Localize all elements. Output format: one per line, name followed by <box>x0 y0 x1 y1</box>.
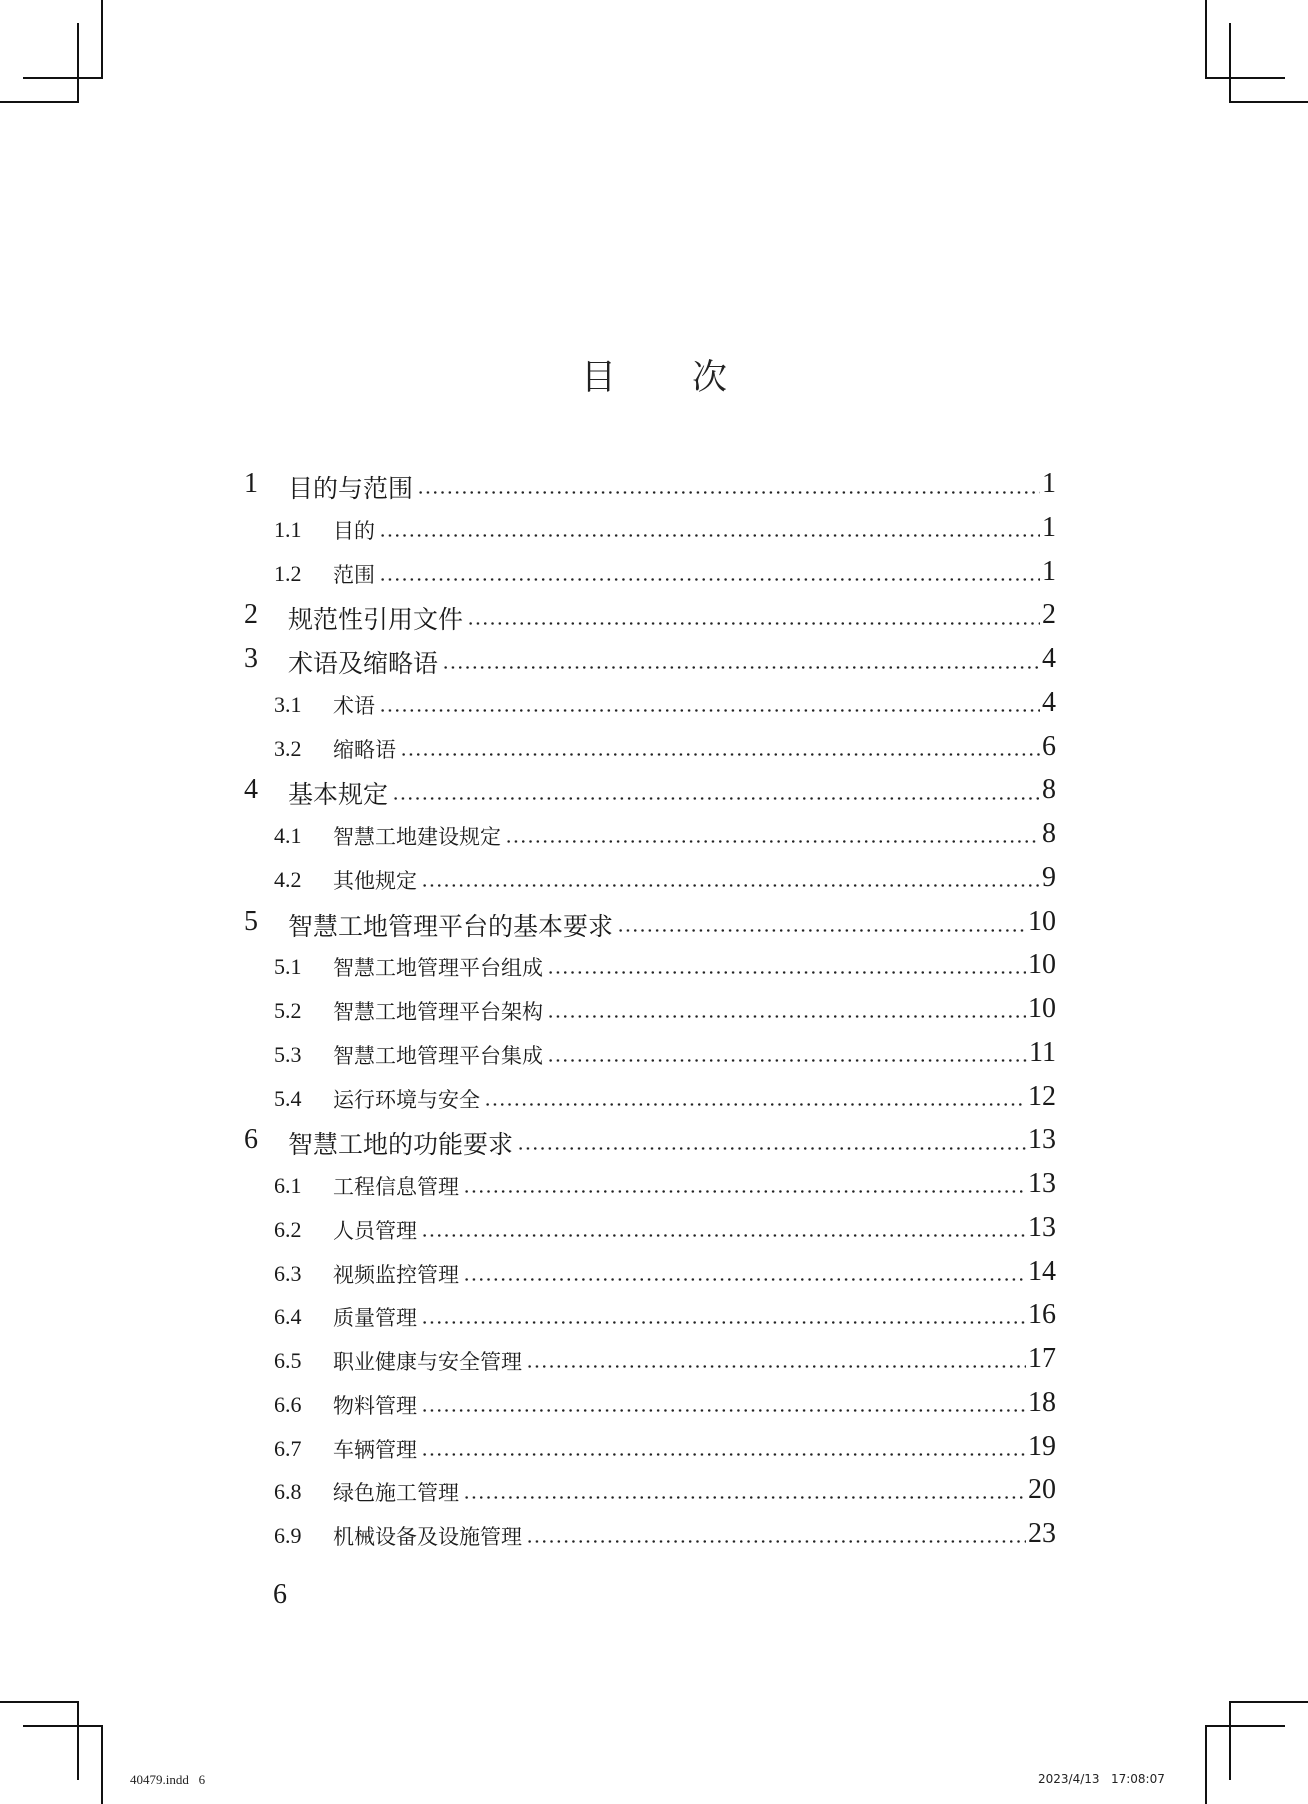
toc-entry-title: 运行环境与安全 <box>333 1084 484 1114</box>
toc-entry-page: 11 <box>1029 1036 1056 1068</box>
toc-dot-leader <box>526 1540 1026 1543</box>
toc-entry-title: 智慧工地管理平台的基本要求 <box>288 907 617 943</box>
slug-timestamp: 2023/4/13 17:08:07 <box>1038 1772 1165 1786</box>
toc-entry-title: 人员管理 <box>333 1215 421 1245</box>
toc-entry-page: 8 <box>1042 818 1056 849</box>
crop-mark-bottom-right <box>1229 1701 1231 1780</box>
toc-entry-page: 8 <box>1042 774 1056 806</box>
toc-dot-leader <box>505 840 1040 843</box>
toc-entry[interactable] <box>0 1166 1308 1202</box>
crop-mark-top-right <box>1205 77 1285 79</box>
toc-entry[interactable] <box>0 466 1308 502</box>
crop-mark-top-left <box>23 77 103 79</box>
toc-entry-title: 范围 <box>333 559 379 589</box>
toc-entry-number: 1 <box>244 468 258 499</box>
toc-entry-number: 6.9 <box>274 1523 302 1548</box>
toc-dot-leader <box>421 1453 1026 1456</box>
toc-entry-title: 绿色施工管理 <box>333 1477 463 1507</box>
toc-dot-leader <box>417 491 1040 494</box>
toc-entry-page: 19 <box>1028 1430 1056 1462</box>
toc-dot-leader <box>617 929 1026 932</box>
crop-mark-top-right <box>1229 23 1231 103</box>
toc-entry-page: 9 <box>1042 861 1056 893</box>
toc-entry-number: 5.2 <box>274 998 302 1023</box>
toc-entry[interactable] <box>0 729 1308 765</box>
toc-entry[interactable] <box>0 1297 1308 1333</box>
toc-entry[interactable] <box>0 1385 1308 1421</box>
toc-dot-leader <box>379 709 1040 712</box>
toc-entry-page: 23 <box>1028 1518 1056 1549</box>
toc-entry-number: 6.6 <box>274 1391 302 1417</box>
toc-dot-leader <box>547 971 1026 974</box>
toc-entry-title: 物料管理 <box>333 1390 421 1420</box>
toc-dot-leader <box>421 1409 1026 1412</box>
toc-entry-number: 6.1 <box>274 1173 302 1198</box>
crop-mark-bottom-left <box>77 1701 79 1780</box>
toc-entry-page: 10 <box>1028 993 1056 1024</box>
toc-entry[interactable] <box>0 1035 1308 1071</box>
toc-entry-title: 其他规定 <box>333 865 421 895</box>
toc-entry[interactable] <box>0 597 1308 633</box>
toc-entry-title: 术语 <box>333 690 379 720</box>
toc-entry-page: 14 <box>1028 1255 1056 1287</box>
toc-entry-title: 目的 <box>333 515 379 545</box>
toc-entry-page: 13 <box>1028 1211 1056 1243</box>
toc-entry-page: 1 <box>1042 511 1056 543</box>
toc-entry-number: 1.1 <box>274 516 302 542</box>
toc-entry-number: 3.1 <box>274 691 302 717</box>
toc-entry-title: 基本规定 <box>288 775 392 811</box>
toc-entry-number: 6.5 <box>274 1348 302 1373</box>
toc-dot-leader <box>547 1059 1027 1062</box>
toc-entry-title: 术语及缩略语 <box>288 644 442 680</box>
toc-entry-page: 16 <box>1028 1299 1056 1331</box>
toc-entry-number: 3.2 <box>274 735 302 761</box>
toc-entry[interactable] <box>0 904 1308 940</box>
toc-entry-number: 3 <box>244 643 258 674</box>
toc-entry-page: 20 <box>1028 1474 1056 1506</box>
toc-entry[interactable] <box>0 685 1308 721</box>
toc-dot-leader <box>467 622 1040 625</box>
toc-entry[interactable] <box>0 510 1308 546</box>
toc-entry-title: 智慧工地管理平台集成 <box>333 1040 547 1070</box>
toc-entry-page: 10 <box>1028 905 1056 937</box>
toc-dot-leader <box>463 1278 1026 1281</box>
crop-mark-top-right <box>1205 0 1207 79</box>
toc-dot-leader <box>421 884 1040 887</box>
toc-dot-leader <box>526 1365 1026 1368</box>
toc-entry-title: 车辆管理 <box>333 1434 421 1464</box>
toc-dot-leader <box>484 1103 1026 1106</box>
toc-dot-leader <box>400 753 1040 756</box>
toc-entry[interactable] <box>0 1472 1308 1508</box>
toc-entry[interactable] <box>0 860 1308 896</box>
toc-entry-number: 5.1 <box>274 954 302 980</box>
toc-entry-page: 18 <box>1028 1386 1056 1418</box>
toc-entry-title: 缩略语 <box>333 734 400 764</box>
toc-entry[interactable] <box>0 991 1308 1027</box>
toc-entry-title: 智慧工地的功能要求 <box>288 1125 517 1161</box>
toc-entry-page: 4 <box>1042 643 1056 674</box>
toc-entry-number: 1.2 <box>274 560 302 586</box>
slug-filename: 40479.indd 6 <box>130 1772 206 1787</box>
toc-entry-page: 13 <box>1028 1124 1056 1156</box>
crop-mark-bottom-right <box>1205 1725 1207 1804</box>
toc-entry-number: 6.3 <box>274 1260 302 1286</box>
toc-entry-number: 4.1 <box>274 823 302 848</box>
page-title-char: 目 <box>580 358 616 398</box>
toc-entry-title: 目的与范围 <box>288 469 417 505</box>
toc-entry-page: 2 <box>1042 599 1056 631</box>
crop-mark-bottom-left <box>23 1725 103 1727</box>
toc-entry[interactable] <box>0 1210 1308 1246</box>
toc-entry-page: 13 <box>1028 1168 1056 1199</box>
toc-entry-number: 5.4 <box>274 1085 302 1111</box>
toc-entry[interactable] <box>0 1341 1308 1377</box>
toc-entry-title: 工程信息管理 <box>333 1171 463 1201</box>
toc-dot-leader <box>517 1147 1026 1150</box>
toc-dot-leader <box>392 797 1040 800</box>
toc-dot-leader <box>547 1015 1026 1018</box>
toc-entry-number: 6.4 <box>274 1304 302 1330</box>
crop-mark-bottom-left <box>101 1725 103 1804</box>
toc-entry-page: 4 <box>1042 686 1056 718</box>
toc-entry-number: 6.2 <box>274 1216 302 1242</box>
toc-dot-leader <box>421 1321 1026 1324</box>
toc-entry-page: 12 <box>1028 1080 1056 1112</box>
toc-dot-leader <box>463 1496 1026 1499</box>
toc-entry[interactable] <box>0 816 1308 852</box>
toc-entry-title: 规范性引用文件 <box>288 600 467 636</box>
toc-entry-title: 视频监控管理 <box>333 1259 463 1289</box>
toc-entry-title: 智慧工地管理平台架构 <box>333 996 547 1026</box>
toc-entry-title: 智慧工地管理平台组成 <box>333 952 547 982</box>
toc-entry-number: 6 <box>244 1124 258 1156</box>
crop-mark-top-left <box>101 0 103 79</box>
crop-mark-top-right <box>1229 101 1308 103</box>
toc-entry-title: 机械设备及设施管理 <box>333 1521 526 1551</box>
toc-entry-page: 10 <box>1028 949 1056 981</box>
toc-entry-number: 2 <box>244 599 258 631</box>
toc-entry-title: 职业健康与安全管理 <box>333 1346 526 1376</box>
page-title-char: 次 <box>692 358 728 398</box>
toc-entry[interactable] <box>0 772 1308 808</box>
toc-entry[interactable] <box>0 1079 1308 1115</box>
toc-entry-title: 质量管理 <box>333 1302 421 1332</box>
toc-dot-leader <box>442 666 1040 669</box>
toc-entry-page: 17 <box>1028 1343 1056 1374</box>
toc-entry-number: 5 <box>244 905 258 937</box>
toc-dot-leader <box>379 534 1040 537</box>
crop-mark-top-left <box>77 23 79 103</box>
toc-entry-page: 1 <box>1042 555 1056 587</box>
toc-entry[interactable] <box>0 1122 1308 1158</box>
toc-entry[interactable] <box>0 1254 1308 1290</box>
toc-entry[interactable] <box>0 641 1308 677</box>
toc-entry[interactable] <box>0 1429 1308 1465</box>
page-title <box>0 356 1308 400</box>
toc-entry-number: 5.3 <box>274 1041 302 1067</box>
toc-entry-page: 6 <box>1042 730 1056 762</box>
toc-entry[interactable] <box>0 947 1308 983</box>
toc-entry-number: 6.7 <box>274 1435 302 1461</box>
toc-dot-leader <box>463 1190 1026 1193</box>
toc-entry[interactable] <box>0 554 1308 590</box>
toc-entry-page: 1 <box>1042 468 1056 499</box>
toc-entry-number: 6.8 <box>274 1479 302 1505</box>
toc-entry-number: 4.2 <box>274 866 302 892</box>
toc-dot-leader <box>421 1234 1026 1237</box>
toc-entry[interactable] <box>0 1516 1308 1552</box>
crop-mark-bottom-left <box>0 1701 79 1703</box>
crop-mark-top-left <box>0 101 79 103</box>
toc-entry-number: 4 <box>244 774 258 806</box>
toc-dot-leader <box>379 578 1040 581</box>
toc-entry-title: 智慧工地建设规定 <box>333 821 505 851</box>
page-number: 6 <box>273 1579 287 1610</box>
crop-mark-bottom-right <box>1205 1725 1285 1727</box>
crop-mark-bottom-right <box>1229 1701 1308 1703</box>
